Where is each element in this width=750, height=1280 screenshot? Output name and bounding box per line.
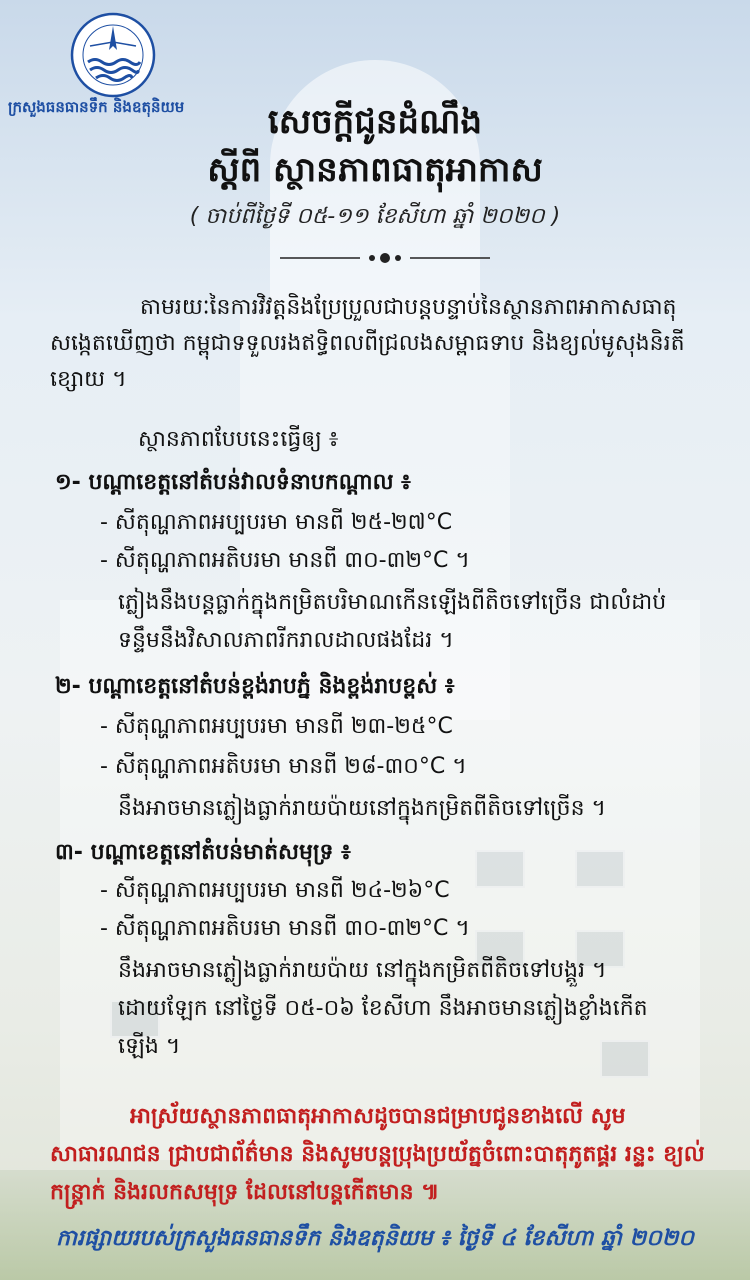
divider-ornament <box>280 250 490 266</box>
section-2-min-temp: - សីតុណ្ហភាពអប្បបរមា មានពី ២៣-២៥°C <box>100 714 453 739</box>
ministry-name: ក្រសួងធនធានទឹក និងឧតុនិយម <box>8 98 185 116</box>
window <box>475 850 525 888</box>
notice-subject: ស្តីពី ស្ថានភាពធាតុអាកាស <box>207 150 543 190</box>
section-1-note: ភ្លៀងនឹងបន្តធ្លាក់ក្នុងកម្រិតបរិមាណកើនឡើងពីតិចទៅច្រើន ជាលំដាប់ ទន្ទឹមនឹងវិសាលភាពរីករាលដាលផងដែរ ។ <box>118 590 667 653</box>
notice-title: សេចក្តីជូនដំណឹង <box>267 102 483 142</box>
closing-advisory: អាស្រ័យស្ថានភាពធាតុអាកាសដូចបានជម្រាបជូនខាងលើ សូមសាធារណជន ជ្រាបជាព័ត៌មាន និងសូមបន្តប្រុងប្រយ័ត្នចំពោះបាតុភូតផ្គរ រន្ទះ ខ្យល់កន្ត្រាក់ និងរលកសមុទ្រ ដែលនៅបន្តកើតមាន ៕ <box>50 1104 705 1205</box>
intro-paragraph: តាមរយៈនៃការវិវត្តនិងប្រែប្រួលជាបន្តបន្ទាប់នៃស្ថានភាពអាកាសធាតុ សង្កេតឃើញថា កម្ពុជាទទួលរងឥទ្ធិពលពីជ្រលងសម្ពាធទាប និងខ្យល់មូសុងនិរតីខ្សោយ ។ <box>50 295 685 392</box>
section-1-heading: ១- បណ្តាខេត្តនៅតំបន់វាលទំនាបកណ្តាល ៖ <box>55 470 411 495</box>
ministry-logo <box>70 12 156 98</box>
window <box>575 850 625 888</box>
section-3-heading: ៣- បណ្តាខេត្តនៅតំបន់មាត់សមុទ្រ ៖ <box>55 840 351 865</box>
section-3-note: នឹងអាចមានភ្លៀងធ្លាក់រាយប៉ាយ នៅក្នុងកម្រិតពីតិចទៅបង្គួរ ។ ដោយឡែក នៅថ្ងៃទី ០៥-០៦ ខែសីហា នឹងអាចមានភ្លៀងខ្លាំងកើតឡើង ។ <box>118 958 648 1059</box>
section-2-heading: ២- បណ្តាខេត្តនៅតំបន់ខ្ពង់រាបភ្នំ និងខ្ពង់រាបខ្ពស់ ៖ <box>55 674 455 699</box>
section-3-max-temp: - សីតុណ្ហភាពអតិបរមា មានពី ៣០-៣២°C ។ <box>100 916 470 941</box>
section-1-max-temp: - សីតុណ្ហភាពអតិបរមា មានពី ៣០-៣២°C ។ <box>100 548 470 573</box>
section-2-max-temp: - សីតុណ្ហភាពអតិបរមា មានពី ២៨-៣០°C ។ <box>100 754 467 779</box>
section-1-min-temp: - សីតុណ្ហភាពអប្បបរមា មានពី ២៥-២៧°C <box>100 510 453 535</box>
publication-footer: ការផ្សាយរបស់ក្រសួងធនធានទឹក និងឧតុនិយម ៖ ថ្ងៃទី ៤ ខែសីហា ឆ្នាំ ២០២០ <box>56 1226 694 1251</box>
section-2-note: នឹងអាចមានភ្លៀងធ្លាក់រាយប៉ាយនៅក្នុងកម្រិតពីតិចទៅច្រើន ។ <box>118 796 607 821</box>
section-3-min-temp: - សីតុណ្ហភាពអប្បបរមា មានពី ២៤-២៦°C <box>100 878 450 903</box>
intro-lead: ស្ថានភាពបែបនេះធ្វើឲ្យ ៖ <box>138 427 339 452</box>
forecast-period: ( ចាប់ពីថ្ងៃទី ០៥-១១ ខែសីហា ឆ្នាំ ២០២០ ) <box>189 204 561 229</box>
